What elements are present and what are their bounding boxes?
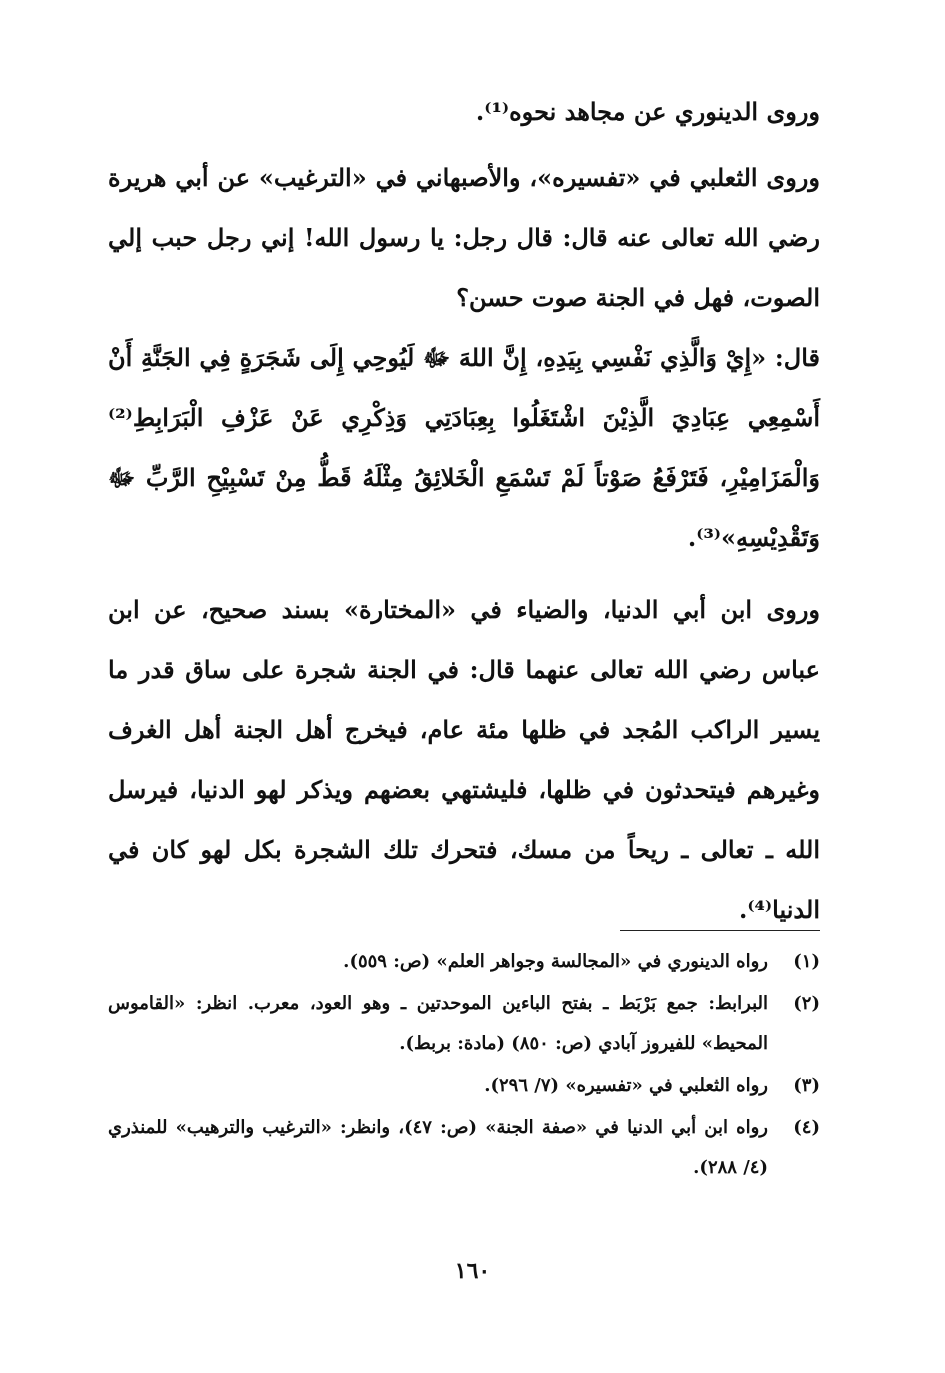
hadith-quote: قال: «إِيْ وَالَّذِي نَفْسِي بِيَدِهِ، إِنَّ اللهَ ﷻ لَيُوحِي إِلَى شَجَرَةٍ فِي الجَنَّةِ أَنْ أَسْمِعِي عِبَادِيَ الَّذِيْنَ اشْتَغَلُوا بِعِبَادَتِي وَذِكْرِي عَنْ عَزْفِ الْبَرَابِطِ⁽²⁾ وَالْمَزَامِيْرِ، فَتَرْفَعُ صَوْتاً لَمْ تَسْمَعِ الْخَلائِقُ مِثْلَهُ قَطُّ مِنْ تَسْبِيْحِ الرَّبِّ ﷻ وَتَقْدِيْسِهِ»⁽³⁾. <box>108 343 820 552</box>
footnote-number: (٣) <box>793 1075 820 1096</box>
main-text <box>108 82 820 940</box>
footnote-text: البرابط: جمع بَرْبَط ـ بفتح الباءين الموحدتين ـ وهو العود، معرب. انظر: «القاموس المحيط» للفيروز آبادي (ص: ٨٥٠) (مادة: بربط). <box>108 993 768 1054</box>
footnote <box>108 984 820 1064</box>
footnote <box>108 942 820 982</box>
footnote-number: (١) <box>793 951 820 972</box>
paragraph: وروى الثعلبي في «تفسيره»، والأصبهاني في «الترغيب» عن أبي هريرة رضي الله تعالى عنه قال: قال رجل: يا رسول الله! إني رجل حبب إلي الصوت، فهل في الجنة صوت حسن؟ <box>108 163 820 312</box>
footnote <box>108 1108 820 1188</box>
footnote-number: (٤) <box>793 1117 820 1138</box>
footnotes <box>108 942 820 1190</box>
footnote-divider <box>620 930 820 931</box>
footnote-text: رواه الثعلبي في «تفسيره» (٧/ ٢٩٦). <box>484 1075 768 1096</box>
footnote-text: رواه الدينوري في «المجالسة وجواهر العلم» (ص: ٥٥٩). <box>343 951 768 972</box>
footnote-text: رواه ابن أبي الدنيا في «صفة الجنة» (ص: ٤٧)، وانظر: «الترغيب والترهيب» للمنذري (٤/ ٢٨٨). <box>108 1117 768 1178</box>
paragraph: وروى ابن أبي الدنيا، والضياء في «المختارة» بسند صحيح، عن ابن عباس رضي الله تعالى عنهما قال: في الجنة شجرة على ساق قدر ما يسير الراكب المُجد في ظلها مئة عام، فيخرج أهل الجنة أهل الغرف وغيرهم فيتحدثون في ظلها، فليشتهي بعضهم ويذكر لهو الدنيا، فيرسل الله ـ تعالى ـ ريحاً من مسك، فتحرك تلك الشجرة بكل لهو كان في الدنيا⁽⁴⁾. <box>108 595 820 924</box>
paragraph: وروى الدينوري عن مجاهد نحوه⁽¹⁾. <box>475 97 820 126</box>
page-number: ١٦٠ <box>454 1258 491 1284</box>
footnote-number: (٢) <box>793 993 820 1014</box>
footnote <box>108 1066 820 1106</box>
